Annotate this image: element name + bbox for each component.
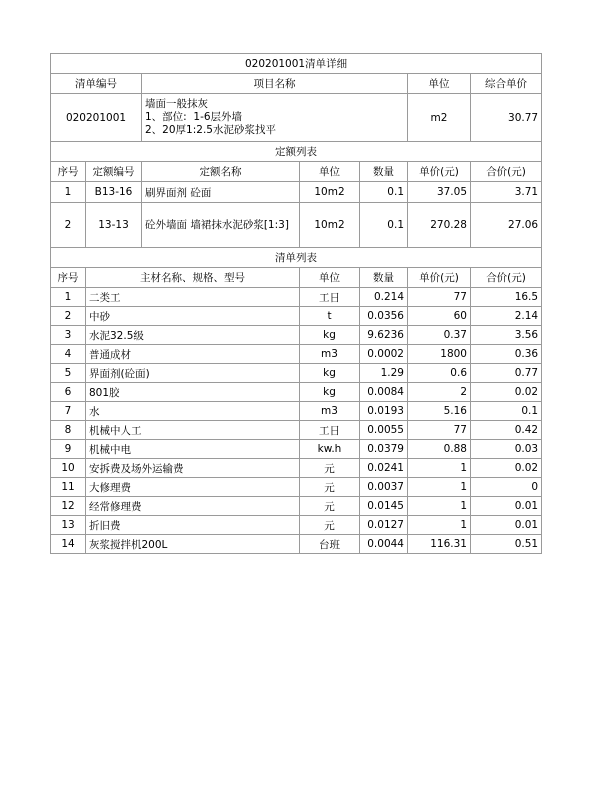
material-qty: 0.0084 <box>360 383 408 402</box>
material-unit: 工日 <box>300 288 360 307</box>
quota-header-cell: 单位 <box>300 162 360 182</box>
material-total: 3.56 <box>471 326 542 345</box>
material-unit: m3 <box>300 345 360 364</box>
material-name: 界面剂(砼面) <box>86 364 300 383</box>
material-price: 5.16 <box>408 402 471 421</box>
quota-header-cell: 定额编号 <box>86 162 142 182</box>
material-row <box>51 288 542 307</box>
material-total: 2.14 <box>471 307 542 326</box>
quota-code: B13-16 <box>86 182 142 203</box>
material-header-cell: 数量 <box>360 268 408 288</box>
material-total: 0.36 <box>471 345 542 364</box>
material-name: 机械中电 <box>86 440 300 459</box>
quota-section-title: 定额列表 <box>51 142 542 162</box>
material-header-cell: 合价(元) <box>471 268 542 288</box>
material-price: 60 <box>408 307 471 326</box>
material-unit: 元 <box>300 459 360 478</box>
material-unit: 台班 <box>300 535 360 554</box>
material-unit: 元 <box>300 478 360 497</box>
quota-row <box>51 203 542 248</box>
material-qty: 9.6236 <box>360 326 408 345</box>
table-title: 020201001清单详细 <box>51 54 542 74</box>
quota-header-cell: 合价(元) <box>471 162 542 182</box>
material-row <box>51 364 542 383</box>
quota-name: 刷界面剂 砼面 <box>142 182 300 203</box>
material-unit: kg <box>300 383 360 402</box>
material-total: 0.1 <box>471 402 542 421</box>
material-qty: 1.29 <box>360 364 408 383</box>
material-qty: 0.0002 <box>360 345 408 364</box>
quota-qty: 0.1 <box>360 203 408 248</box>
material-no: 4 <box>51 345 86 364</box>
material-price: 1800 <box>408 345 471 364</box>
material-no: 5 <box>51 364 86 383</box>
material-header-cell: 序号 <box>51 268 86 288</box>
material-name: 机械中人工 <box>86 421 300 440</box>
quota-name: 砼外墙面 墙裙抹水泥砂浆[1:3] <box>142 203 300 248</box>
quota-price: 37.05 <box>408 182 471 203</box>
quota-code: 13-13 <box>86 203 142 248</box>
material-unit: 元 <box>300 516 360 535</box>
bill-name-line: 2、20厚1:2.5水泥砂浆找平 <box>145 124 276 136</box>
material-no: 14 <box>51 535 86 554</box>
material-row <box>51 440 542 459</box>
bill-unit: m2 <box>408 94 471 142</box>
material-name: 折旧费 <box>86 516 300 535</box>
material-row <box>51 383 542 402</box>
material-row <box>51 421 542 440</box>
quota-header-cell: 单价(元) <box>408 162 471 182</box>
material-section-title: 清单列表 <box>51 248 542 268</box>
material-no: 9 <box>51 440 86 459</box>
material-price: 0.88 <box>408 440 471 459</box>
quota-qty: 0.1 <box>360 182 408 203</box>
material-row <box>51 402 542 421</box>
material-no: 2 <box>51 307 86 326</box>
quota-no: 1 <box>51 182 86 203</box>
material-qty: 0.0241 <box>360 459 408 478</box>
material-qty: 0.0055 <box>360 421 408 440</box>
material-total: 0.42 <box>471 421 542 440</box>
quota-price: 270.28 <box>408 203 471 248</box>
material-no: 12 <box>51 497 86 516</box>
material-total: 0 <box>471 478 542 497</box>
material-qty: 0.0193 <box>360 402 408 421</box>
bill-name-line: 1、部位: 1-6层外墙 <box>145 111 243 123</box>
material-no: 13 <box>51 516 86 535</box>
material-price: 116.31 <box>408 535 471 554</box>
material-name: 水泥32.5级 <box>86 326 300 345</box>
quota-unit: 10m2 <box>300 203 360 248</box>
material-no: 7 <box>51 402 86 421</box>
material-unit: t <box>300 307 360 326</box>
quota-header-cell: 数量 <box>360 162 408 182</box>
material-no: 1 <box>51 288 86 307</box>
material-row <box>51 497 542 516</box>
quota-header-cell: 定额名称 <box>142 162 300 182</box>
material-price: 2 <box>408 383 471 402</box>
material-total: 16.5 <box>471 288 542 307</box>
material-price: 0.6 <box>408 364 471 383</box>
quota-total: 3.71 <box>471 182 542 203</box>
material-qty: 0.0037 <box>360 478 408 497</box>
material-total: 0.02 <box>471 459 542 478</box>
material-qty: 0.0127 <box>360 516 408 535</box>
material-price: 77 <box>408 421 471 440</box>
bill-price-header: 综合单价 <box>471 74 542 94</box>
material-unit: kw.h <box>300 440 360 459</box>
material-header-cell: 单价(元) <box>408 268 471 288</box>
material-name: 安拆费及场外运输费 <box>86 459 300 478</box>
bill-unit-header: 单位 <box>408 74 471 94</box>
material-name: 经常修理费 <box>86 497 300 516</box>
material-row <box>51 326 542 345</box>
material-name: 灰浆搅拌机200L <box>86 535 300 554</box>
bill-name-header: 项目名称 <box>142 74 408 94</box>
material-total: 0.03 <box>471 440 542 459</box>
material-price: 1 <box>408 497 471 516</box>
material-qty: 0.0145 <box>360 497 408 516</box>
material-row <box>51 516 542 535</box>
quota-no: 2 <box>51 203 86 248</box>
material-unit: kg <box>300 326 360 345</box>
material-price: 1 <box>408 478 471 497</box>
quota-unit: 10m2 <box>300 182 360 203</box>
material-price: 0.37 <box>408 326 471 345</box>
quota-row <box>51 182 542 203</box>
material-unit: m3 <box>300 402 360 421</box>
bill-name-line: 墙面一般抹灰 <box>145 98 208 110</box>
material-price: 1 <box>408 516 471 535</box>
material-price: 77 <box>408 288 471 307</box>
material-name: 801胶 <box>86 383 300 402</box>
material-name: 中砂 <box>86 307 300 326</box>
material-unit: 工日 <box>300 421 360 440</box>
material-qty: 0.0044 <box>360 535 408 554</box>
material-no: 8 <box>51 421 86 440</box>
bill-code-header: 清单编号 <box>51 74 142 94</box>
material-no: 10 <box>51 459 86 478</box>
material-price: 1 <box>408 459 471 478</box>
quota-total: 27.06 <box>471 203 542 248</box>
material-total: 0.77 <box>471 364 542 383</box>
material-header-cell: 单位 <box>300 268 360 288</box>
bill-detail-table <box>50 53 542 554</box>
quota-header-cell: 序号 <box>51 162 86 182</box>
material-name: 普通成材 <box>86 345 300 364</box>
material-row <box>51 345 542 364</box>
material-unit: 元 <box>300 497 360 516</box>
material-total: 0.01 <box>471 516 542 535</box>
material-total: 0.51 <box>471 535 542 554</box>
material-unit: kg <box>300 364 360 383</box>
material-name: 大修理费 <box>86 478 300 497</box>
material-row <box>51 535 542 554</box>
material-no: 6 <box>51 383 86 402</box>
material-qty: 0.214 <box>360 288 408 307</box>
bill-price: 30.77 <box>471 94 542 142</box>
material-no: 3 <box>51 326 86 345</box>
material-total: 0.01 <box>471 497 542 516</box>
material-row <box>51 478 542 497</box>
material-name: 水 <box>86 402 300 421</box>
material-row <box>51 459 542 478</box>
material-header-cell: 主材名称、规格、型号 <box>86 268 300 288</box>
material-name: 二类工 <box>86 288 300 307</box>
material-row <box>51 307 542 326</box>
material-qty: 0.0379 <box>360 440 408 459</box>
material-qty: 0.0356 <box>360 307 408 326</box>
bill-code: 020201001 <box>51 94 142 142</box>
bill-name <box>142 94 408 142</box>
material-total: 0.02 <box>471 383 542 402</box>
material-no: 11 <box>51 478 86 497</box>
